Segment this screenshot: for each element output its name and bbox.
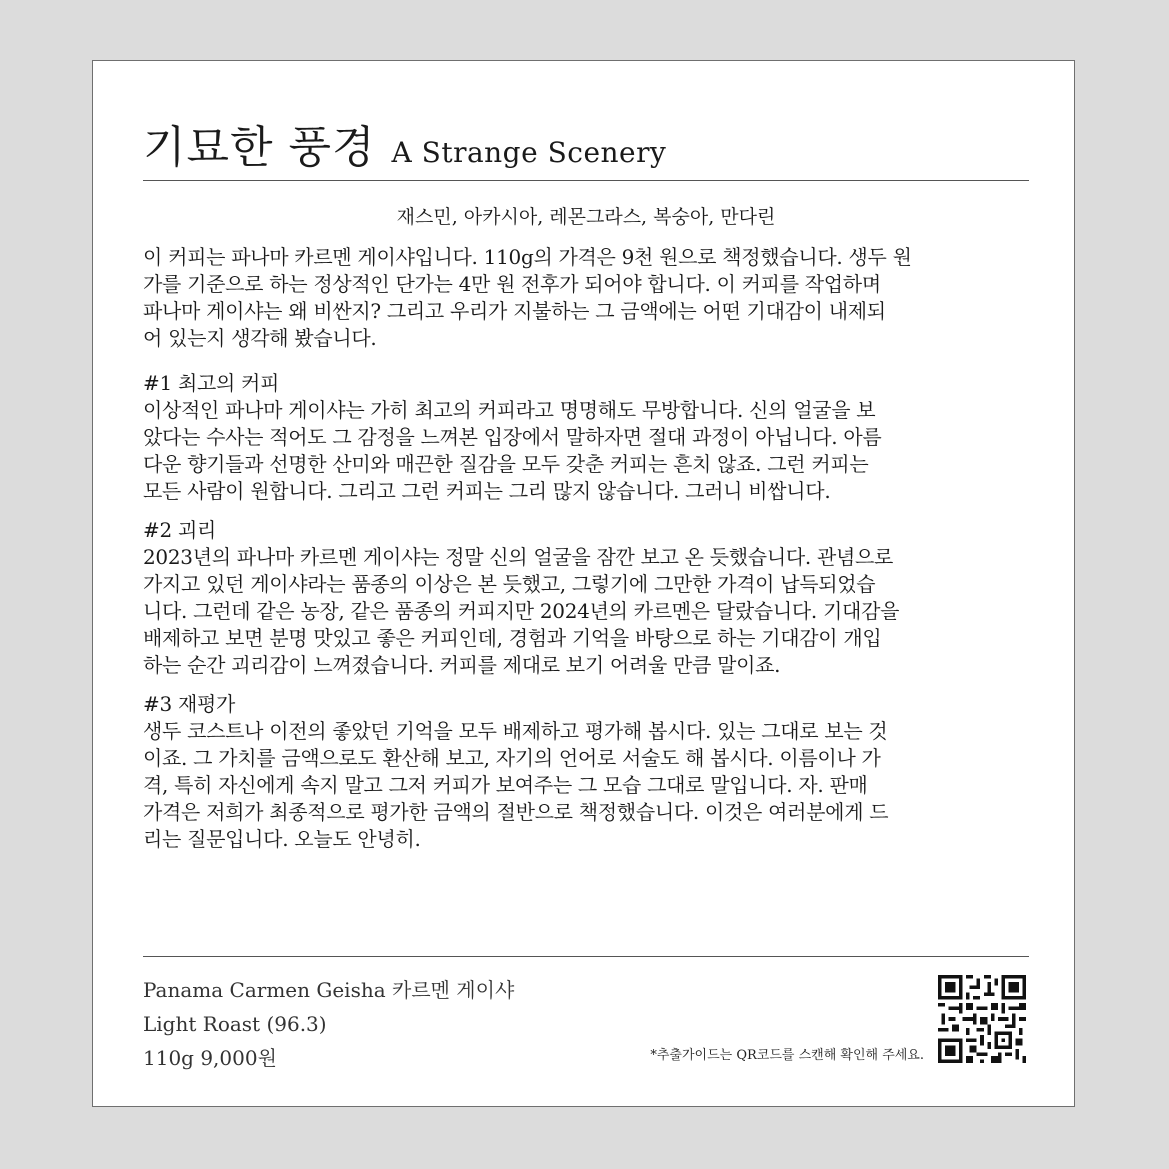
section-2-line: 니다. 그런데 같은 농장, 같은 품종의 커피지만 2024년의 카르멘은 달랐습니다. 기대감을 — [143, 599, 900, 623]
title-row — [143, 111, 1029, 175]
section-3-line: 리는 질문입니다. 오늘도 안녕히. — [143, 827, 421, 851]
intro-line: 가를 기준으로 하는 정상적인 단가는 4만 원 전후가 되어야 합니다. 이 커피를 작업하며 — [143, 272, 881, 296]
description-body — [143, 244, 1029, 853]
section-1-line: 모든 사람이 원합니다. 그리고 그런 커피는 그리 많지 않습니다. 그러니 비쌉니다. — [143, 479, 831, 503]
top-divider — [143, 180, 1029, 181]
section-3-heading: #3 재평가 — [143, 692, 235, 716]
intro-line: 파나마 게이샤는 왜 비싼지? 그리고 우리가 지불하는 그 금액에는 어떤 기대감이 내제되 — [143, 299, 886, 323]
section-2-heading: #2 괴리 — [143, 518, 216, 542]
section-3-line: 격, 특히 자신에게 속지 말고 그저 커피가 보여주는 그 모습 그대로 말입니다. 자. 판매 — [143, 773, 868, 797]
product-name: Panama Carmen Geisha 카르멘 게이샤 — [143, 978, 515, 1002]
tasting-notes: 재스민, 아카시아, 레몬그라스, 복숭아, 만다린 — [396, 206, 776, 228]
section-2-line: 배제하고 보면 분명 맛있고 좋은 커피인데, 경험과 기억을 바탕으로 하는 기대감이 개입 — [143, 626, 882, 650]
intro-line: 어 있는지 생각해 봤습니다. — [143, 326, 377, 350]
section-2-line: 하는 순간 괴리감이 느껴졌습니다. 커피를 제대로 보기 어려울 만큼 말이죠. — [143, 653, 781, 677]
bottom-divider — [143, 956, 1029, 957]
section-1-line: 았다는 수사는 적어도 그 감정을 느껴본 입장에서 말하자면 절대 과정이 아닙니다. 아름 — [143, 425, 882, 449]
section-2-line: 2023년의 파나마 카르멘 게이샤는 정말 신의 얼굴을 잠깐 보고 온 듯했습니다. 관념으로 — [143, 545, 894, 569]
title-korean: 기묘한 풍경 — [143, 122, 376, 173]
price: 110g 9,000원 — [143, 1046, 277, 1070]
section-1-line: 다운 향기들과 선명한 산미와 매끈한 질감을 모두 갖춘 커피는 흔치 않죠. 그런 커피는 — [143, 452, 869, 476]
intro-line: 이 커피는 파나마 카르멘 게이샤입니다. 110g의 가격은 9천 원으로 책정했습니다. 생두 원 — [143, 245, 912, 269]
section-3-line: 가격은 저희가 최종적으로 평가한 금액의 절반으로 책정했습니다. 이것은 여러분에게 드 — [143, 800, 889, 824]
section-1-heading: #1 최고의 커피 — [143, 371, 280, 395]
roast-level: Light Roast (96.3) — [143, 1012, 327, 1036]
section-2-line: 가지고 있던 게이샤라는 품종의 이상은 본 듯했고, 그렇기에 그만한 가격이 납득되었습 — [143, 572, 876, 596]
section-3-line: 이죠. 그 가치를 금액으로도 환산해 보고, 자기의 언어로 서술도 해 봅시다. 이름이나 가 — [143, 746, 881, 770]
product-card — [92, 60, 1075, 1107]
section-3-line: 생두 코스트나 이전의 좋았던 기억을 모두 배제하고 평가해 봅시다. 있는 그대로 보는 것 — [143, 719, 888, 743]
product-info — [143, 973, 514, 1075]
brew-guide-note: *추출가이드는 QR코드를 스캔해 확인해 주세요. — [650, 1048, 924, 1063]
section-1-line: 이상적인 파나마 게이샤는 가히 최고의 커피라고 명명해도 무방합니다. 신의 얼굴을 보 — [143, 398, 876, 422]
qr-code-icon[interactable] — [938, 975, 1026, 1063]
title-english: A Strange Scenery — [391, 136, 667, 169]
